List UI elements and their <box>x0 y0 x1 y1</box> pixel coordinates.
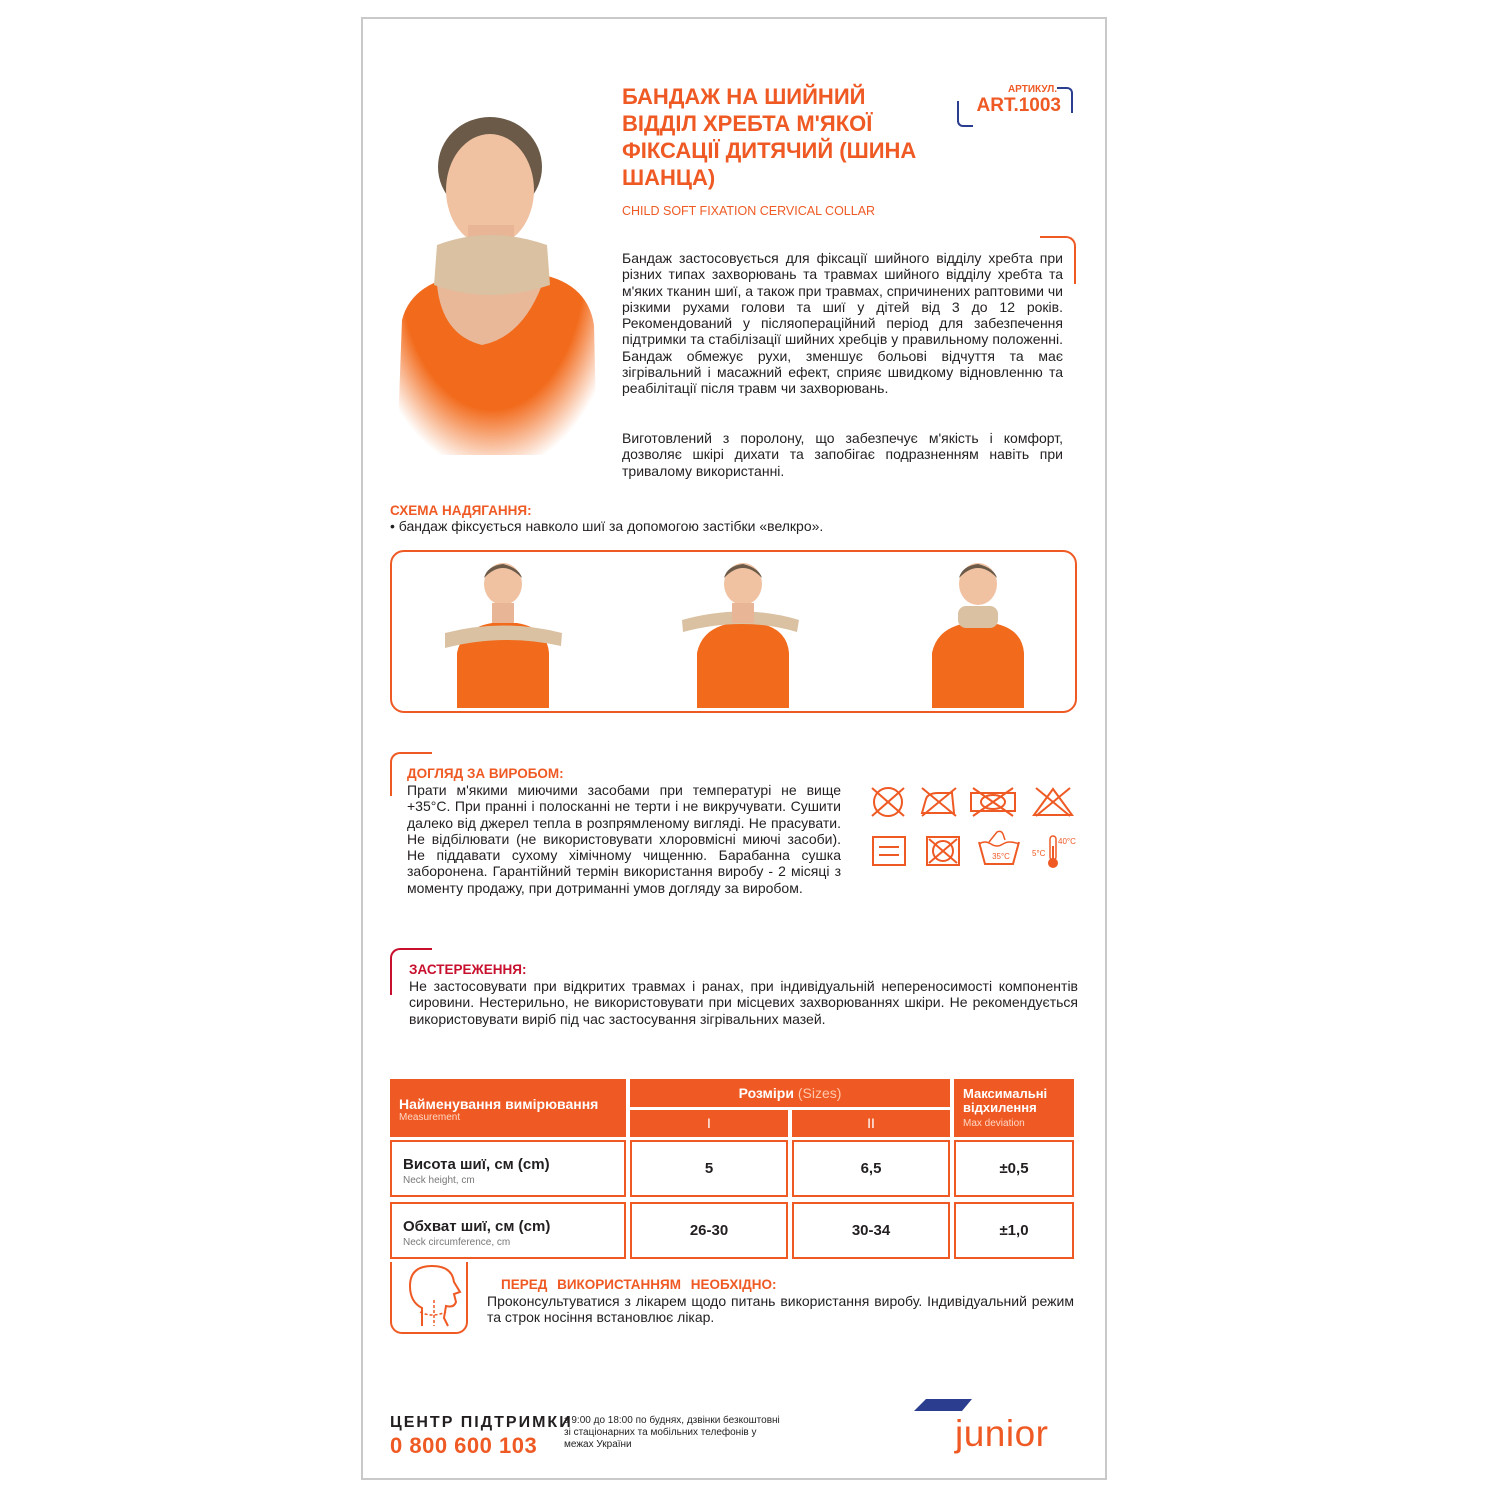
scheme-step-3-photo <box>912 558 1042 708</box>
table-header-measurement <box>390 1079 626 1137</box>
measure-header-label: Найменування вимірювання <box>399 1096 599 1112</box>
table-header-deviation <box>954 1079 1074 1137</box>
warning-text: Не застосовувати при відкритих травмах і ранах, при індивідуальній непереносимості компонентів сировини. Нестерильно, не використовувати при місцевих захворюваннях шкіри. Не рекомендується використовувати виріб під час застосування зігрівальних мазей. <box>409 978 1078 1027</box>
product-subtitle: CHILD SOFT FIXATION CERVICAL COLLAR <box>622 204 876 218</box>
row-1-label-en: Neck height, cm <box>403 1175 475 1186</box>
hand-wash-icon <box>975 828 1023 868</box>
scheme-text: • бандаж фіксується навколо шиї за допомогою застібки «велкро». <box>390 518 824 534</box>
support-phone[interactable]: 0 800 600 103 <box>390 1433 538 1458</box>
temp-low-label: 5°C <box>1032 849 1046 858</box>
warning-heading: ЗАСТЕРЕЖЕННЯ: <box>409 962 527 977</box>
row-1-label: Висота шиї, см (cm) <box>403 1156 550 1173</box>
deviation-header-en: Max deviation <box>963 1118 1025 1129</box>
table-row-2-size-ii: 30-34 <box>792 1202 950 1259</box>
wash-temp-label: 35°C <box>992 852 1010 861</box>
table-header-size-i: I <box>630 1110 788 1137</box>
support-center-label: ЦЕНТР ПІДТРИМКИ <box>390 1414 573 1431</box>
scheme-step-1-photo <box>437 558 567 708</box>
table-row-2-deviation: ±1,0 <box>954 1202 1074 1259</box>
before-use-text: Проконсультуватися з лікарем щодо питань використання виробу. Індивідуальний режим та строк носіння встановлює лікар. <box>487 1293 1074 1326</box>
description-paragraph-2: Виготовлений з поролону, що забезпечує м'якість і комфорт, дозволяє шкірі дихати та запобігає подразненням навіть при тривалому використанні. <box>622 430 1063 479</box>
no-bleach-icon <box>1030 785 1076 819</box>
product-photo-child-collar <box>382 105 602 455</box>
table-row-2-size-i: 26-30 <box>630 1202 788 1259</box>
article-badge <box>957 84 1073 125</box>
care-text: Прати м'якими миючими засобами при температурі не вище +35°C. При пранні і полосканні не терти і не викручувати. Сушити далеко від джерел тепла в розпрямленому вигляді. Не прасувати. Не відбілювати (не використовувати хлоровмісні миючі засоби). Не піддавати сухому хімічному чищенню. Барабанна сушка заборонена. Гарантійний термін використання виробу - 2 місяці з моменту продажу, при дотриманні умов догляду за виробом. <box>407 782 841 896</box>
support-hours-note: з 9:00 до 18:00 по буднях, дзвінки безкоштовні зі стаціонарних та мобільних телефонів у межах України <box>564 1415 780 1450</box>
neck-measure-icon <box>404 1260 464 1332</box>
no-machine-wash-icon <box>924 834 962 868</box>
table-header-sizes <box>630 1079 950 1107</box>
deviation-header-label: Максимальні відхилення <box>963 1086 1048 1115</box>
scheme-photos-box <box>390 550 1077 713</box>
measure-header-en: Measurement <box>399 1112 461 1123</box>
article-label: АРТИКУЛ. <box>1007 84 1057 95</box>
row-2-label-en: Neck circumference, cm <box>403 1237 511 1248</box>
table-header-size-ii: II <box>792 1110 950 1137</box>
table-row-1-size-ii: 6,5 <box>792 1140 950 1197</box>
no-tumble-dry-icon <box>968 785 1018 819</box>
sizes-header-en: (Sizes) <box>797 1085 842 1101</box>
temp-high-label: 40°C <box>1058 837 1076 846</box>
table-row-1-size-i: 5 <box>630 1140 788 1197</box>
row-2-label: Обхват шиї, см (cm) <box>403 1218 551 1235</box>
before-use-heading: ПЕРЕД ВИКОРИСТАННЯМ НЕОБХІДНО: <box>501 1277 777 1292</box>
care-heading: ДОГЛЯД ЗА ВИРОБОМ: <box>407 766 564 781</box>
brand-name: junior <box>955 1413 1049 1454</box>
table-row-1-deviation: ±0,5 <box>954 1140 1074 1197</box>
table-row-2-name <box>390 1202 626 1259</box>
product-title: БАНДАЖ НА ШИЙНИЙ ВІДДІЛ ХРЕБТА М'ЯКОЇ ФІКСАЦІЇ ДИТЯЧИЙ (ШИНА ШАНЦА) <box>622 84 917 190</box>
no-iron-icon <box>918 785 960 819</box>
scheme-heading: СХЕМА НАДЯГАННЯ: <box>390 503 532 518</box>
storage-temperature-icon <box>1030 832 1078 872</box>
table-row-1-name <box>390 1140 626 1197</box>
flat-dry-icon <box>870 834 908 868</box>
scheme-step-2-photo <box>677 558 807 708</box>
sizes-header-label: Розміри <box>738 1085 794 1101</box>
description-paragraph-1: Бандаж застосовується для фіксації шийного відділу хребта при різних типах захворювань та травмах шийного відділу хребта та м'яких тканин шиї, а також при травмах, спричинених раптовими чи різкими рухами голови та шиї у дітей від 3 до 12 років. Рекомендований у післяопераційний період для забезпечення підтримки та стабілізації шийних хребців у правильному положенні. Бандаж обмежує рухи, зменшує больові відчуття та має зігрівальний і масажний ефект, сприяє швидкому відновленню та реабілітації після травм чи захворювань. <box>622 250 1063 397</box>
article-code: ART.1003 <box>976 95 1061 116</box>
no-dry-clean-icon <box>868 785 908 819</box>
